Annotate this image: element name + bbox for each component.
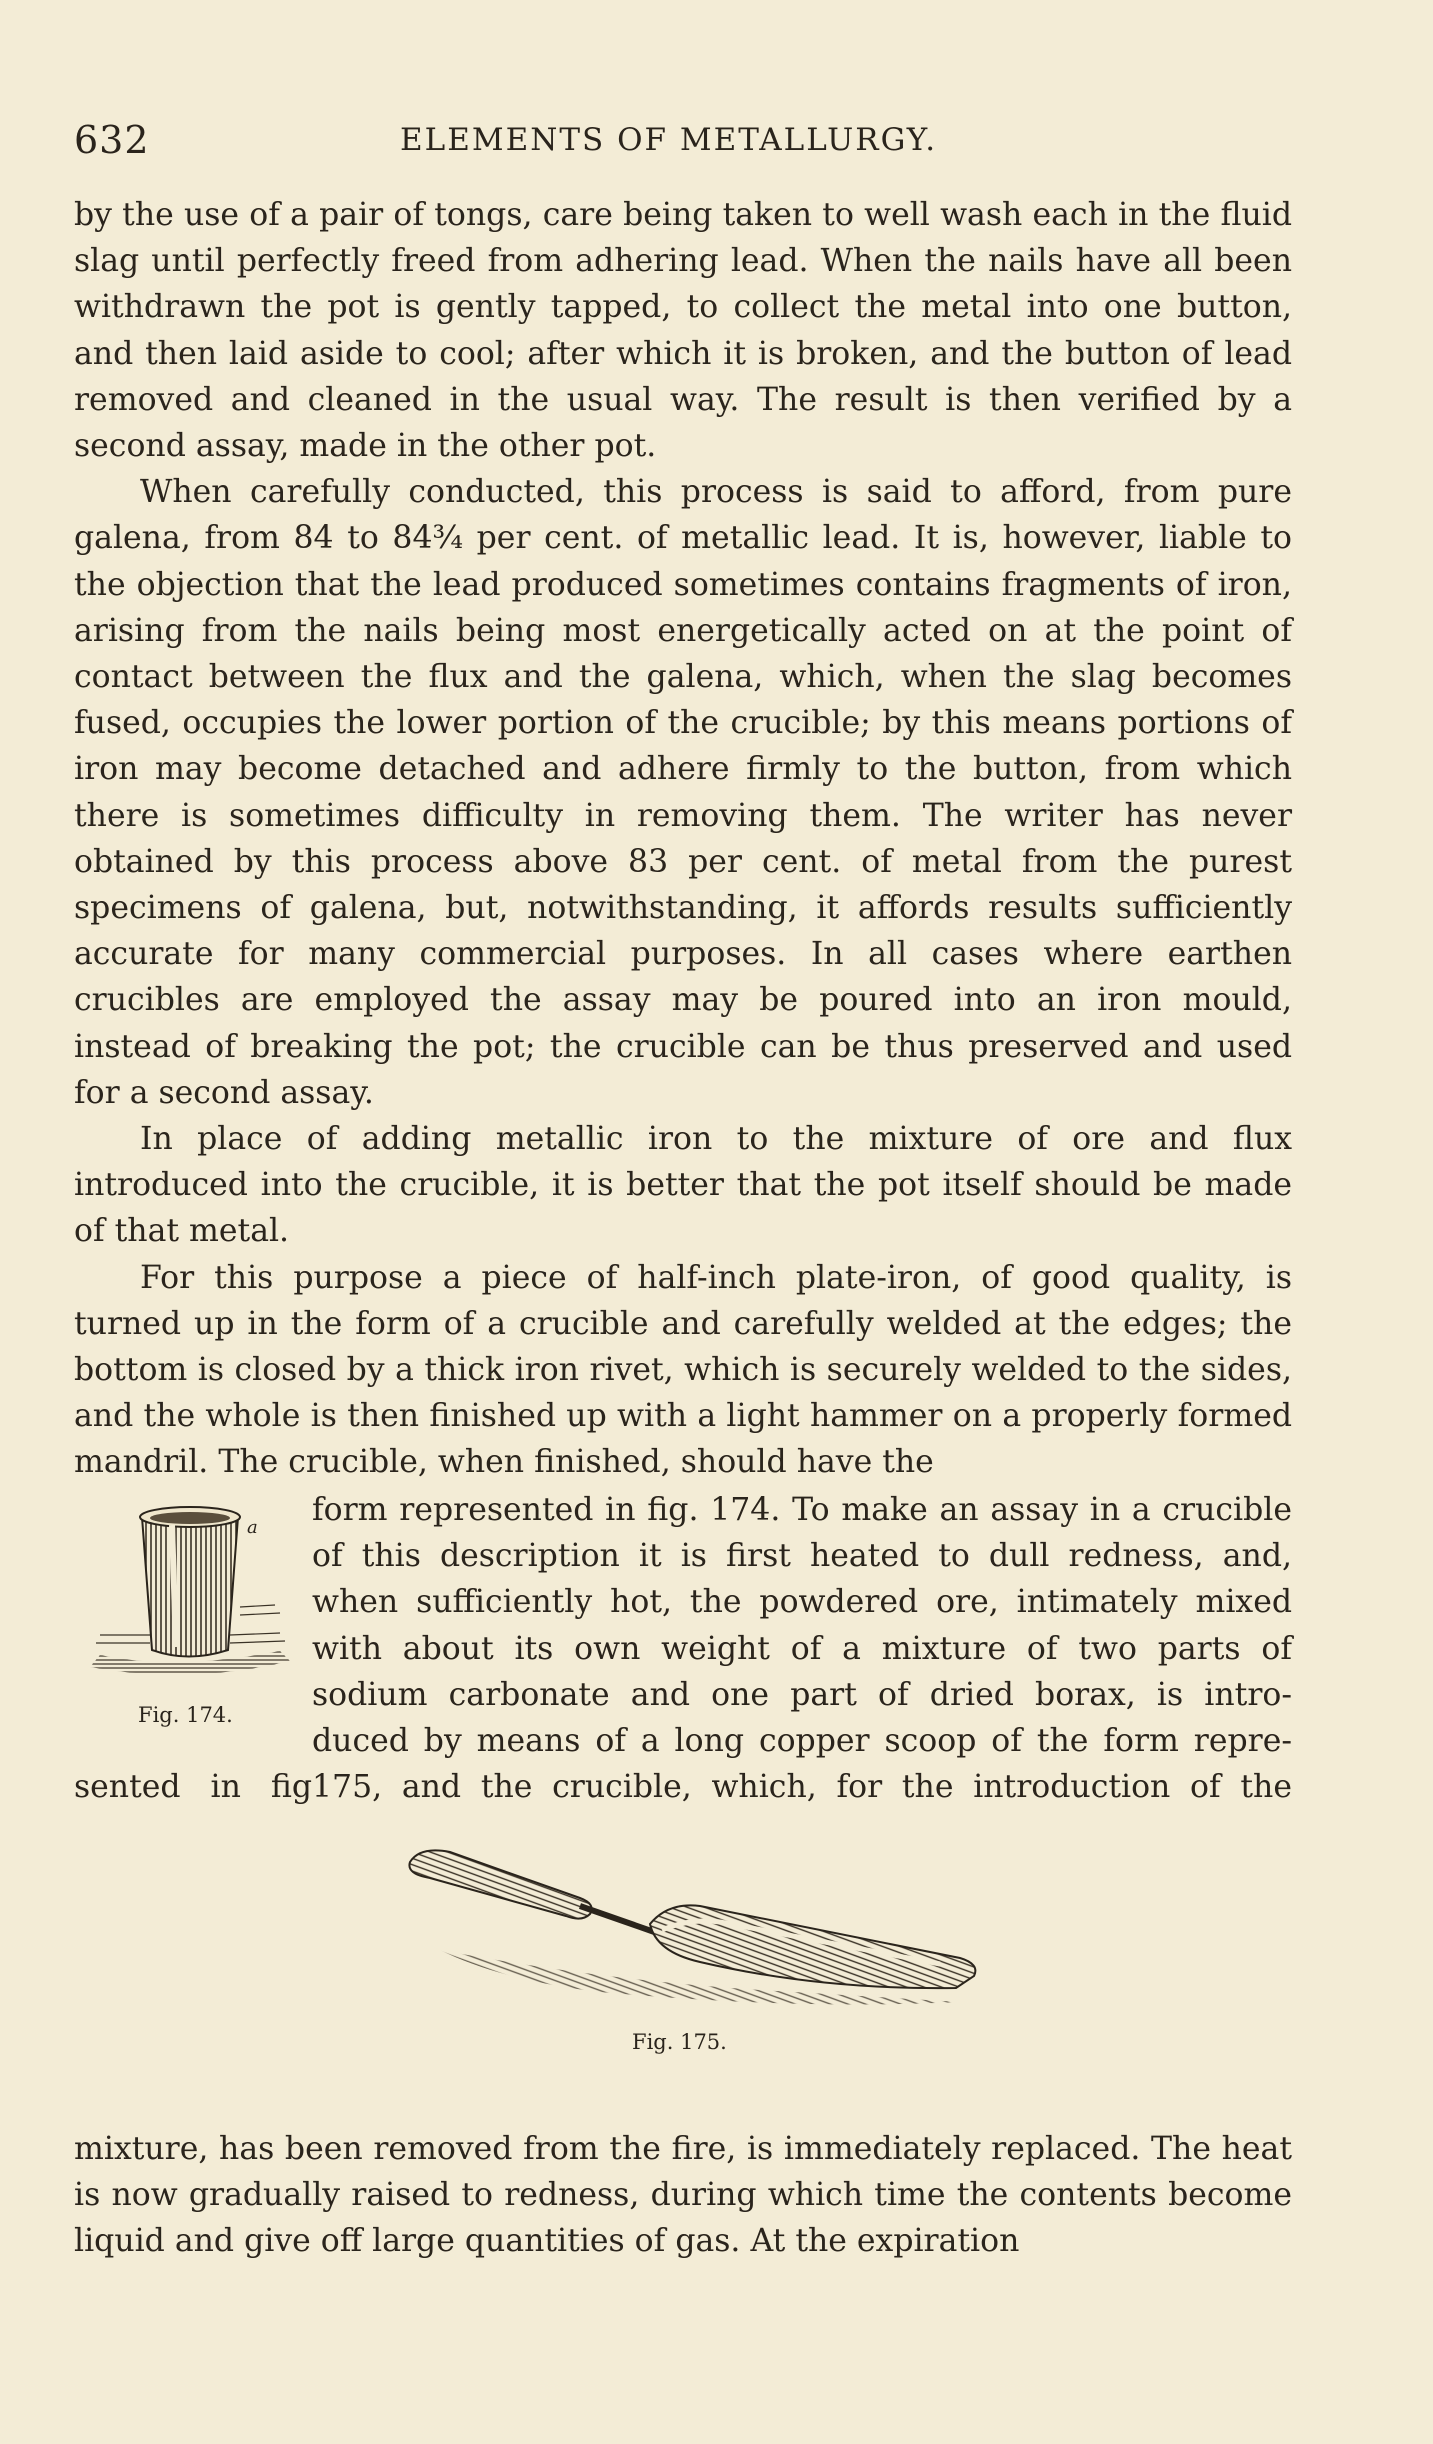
running-title: ELEMENTS OF METALLURGY. (400, 122, 938, 158)
text-fragment: sented in fig (74, 1769, 312, 1806)
text-line: when sufficiently hot, the powdered ore, intimately mixed (312, 1584, 1292, 1621)
body-text-upper (74, 192, 1292, 1486)
crucible-engraving-icon (80, 1495, 300, 1695)
text-line: with about its own weight of a mixture of two parts of (312, 1630, 1292, 1667)
figure-174 (80, 1495, 300, 1725)
scoop-engraving-icon (400, 1840, 990, 2020)
text-line: duced by means of a long copper scoop of the form repre- (312, 1723, 1292, 1760)
paragraph-continued: mixture, has been removed from the fire, is immediately replaced. The heat is now gradually raised to redness, during which time the contents become liquid and give off large quantities of gas. At the expiration (74, 2131, 1292, 2260)
text-line: form represented in fig. 174. To make an assay in a crucible (312, 1492, 1292, 1528)
text-fragment: 175, and the crucible, which, for the introduction of the (312, 1769, 1292, 1806)
text-line: sodium carbonate and one part of dried borax, is intro- (312, 1676, 1292, 1713)
figure-175 (400, 1840, 990, 2070)
figure-174-caption: Fig. 174. (138, 1703, 233, 1727)
figure-175-caption: Fig. 175. (632, 2030, 727, 2054)
paragraph: When carefully conducted, this process is said to afford, from pure galena, from 84 to 84¾ per cent. of metallic lead. It is, however, liable to the objection that the lead produced sometimes contains fragments of iron, arising from the nails being most energetically acted on at the point of contact between the flux and the galena, which, when the slag becomes fused, occupies the lower portion of the crucible; by this means portions of iron may become detached and adhere firmly to the button, from which there is sometimes difficulty in removing them. The writer has never obtained by this process above 83 per cent. of metal from the purest specimens of galena, but, notwithstanding, it affords results sufficiently accurate for many commercial purposes. In all cases where earthen crucibles are employed the assay may be poured into an iron mould, instead of breaking the pot; the crucible can be thus preserved and used for a second assay. (74, 474, 1292, 1111)
paragraph-continued: by the use of a pair of tongs, care being taken to well wash each in the fluid slag until perfectly freed from adhering lead. When the nails have all been withdrawn the pot is gently tapped, to collect the metal into one button, and then laid aside to cool; after which it is broken, and the button of lead removed and cleaned in the usual way. The result is then verified by a second assay, made in the other pot. (74, 197, 1292, 465)
text-line (74, 1764, 1292, 1810)
page-number: 632 (74, 118, 150, 162)
paragraph: For this purpose a piece of half-inch plate-iron, of good quality, is turned up in the form of a crucible and carefully welded at the edges; the bottom is closed by a thick iron rivet, which is securely welded to the sides, and the whole is then finished up with a light hammer on a properly formed mandril. The crucible, when finished, should have the (74, 1259, 1292, 1481)
paragraph: In place of adding metallic iron to the mixture of ore and flux introduced into the crucible, it is better that the pot itself should be made of that metal. (74, 1121, 1292, 1250)
body-text-lower (74, 2126, 1292, 2265)
figure-label-a: a (247, 1517, 258, 1538)
text-line: of this description it is first heated to dull redness, and, (312, 1538, 1292, 1575)
